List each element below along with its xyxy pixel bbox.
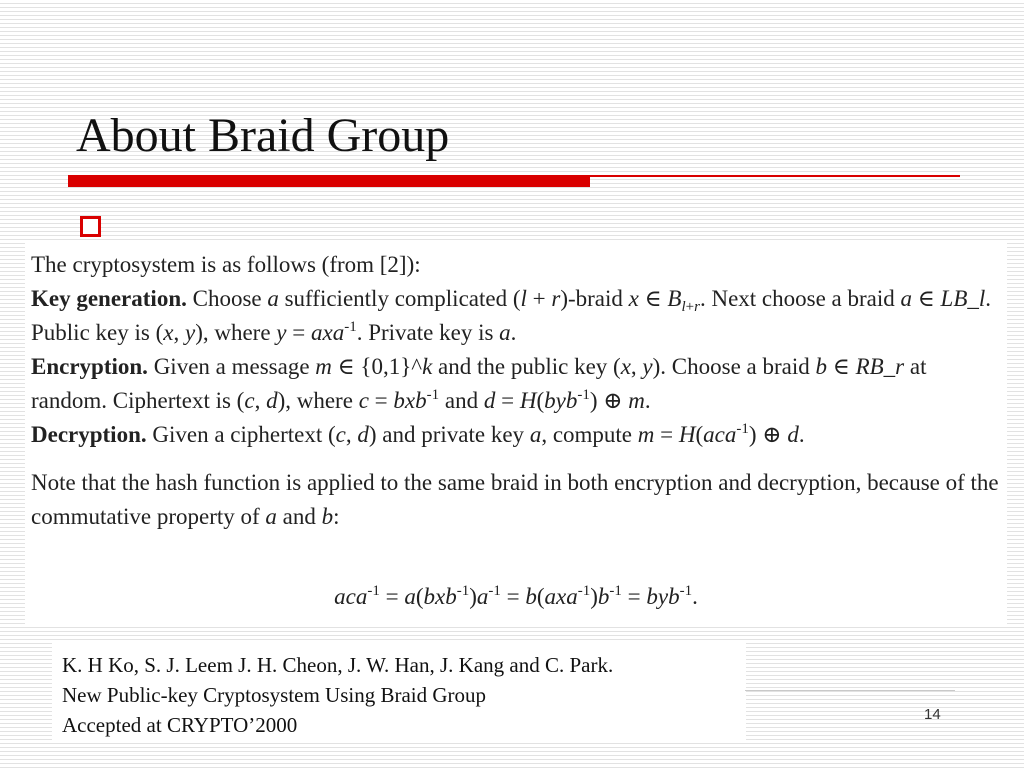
citation-venue: Accepted at CRYPTO’2000 [62, 713, 298, 737]
key-generation-paragraph [31, 282, 1001, 350]
decryption-text: Given a ciphertext (c, d) and private key a, compute m = H(aca$^{-1}$) ⊕ d. [152, 421, 805, 447]
key-generation-text: Choose a sufficiently complicated (l + r)-braid x ∈ $B_{l+r}$. Next choose a braid a ∈ LB_l. Public key is (x, y), where y = axa$^{-1}$. Private key is a. [31, 286, 992, 345]
hollow-square-bullet-icon [80, 216, 101, 237]
slide-title: About Braid Group [76, 109, 450, 162]
encryption-paragraph [31, 350, 1001, 418]
reference-citation [52, 642, 746, 740]
commutative-note: Note that the hash function is applied to the same braid in both encryption and decryption, because of the commutative property of a and b: [31, 470, 999, 529]
page-number: 14 [924, 706, 941, 723]
title-underline-thin [590, 175, 960, 177]
commutative-formula: $aca^{-1} = a(bxb^{-1})a^{-1} = b(axa^{-1})b^{-1} = byb^{-1}$. [334, 583, 698, 609]
encryption-label: Encryption. [31, 354, 148, 379]
encryption-text: Given a message m ∈ {0,1}^k and the public key (x, y). Choose a braid b ∈ RB_r at random. Ciphertext is (c, d), where c = bxb$^{-1}$ and d = H(byb$^{-1}$) ⊕ m. [31, 354, 927, 413]
excerpt-intro: The cryptosystem is as follows (from [2]): [31, 252, 421, 277]
decryption-paragraph [31, 418, 1001, 452]
key-generation-label: Key generation. [31, 286, 187, 311]
citation-title: New Public-key Cryptosystem Using Braid Group [62, 683, 487, 707]
citation-authors: K. H Ko, S. J. Leem J. H. Cheon, J. W. Han, J. Kang and C. Park. [62, 653, 614, 677]
paper-excerpt-image [25, 240, 1007, 625]
title-underline-thick [68, 175, 590, 187]
footer-rule [745, 690, 955, 691]
decryption-label: Decryption. [31, 422, 147, 447]
